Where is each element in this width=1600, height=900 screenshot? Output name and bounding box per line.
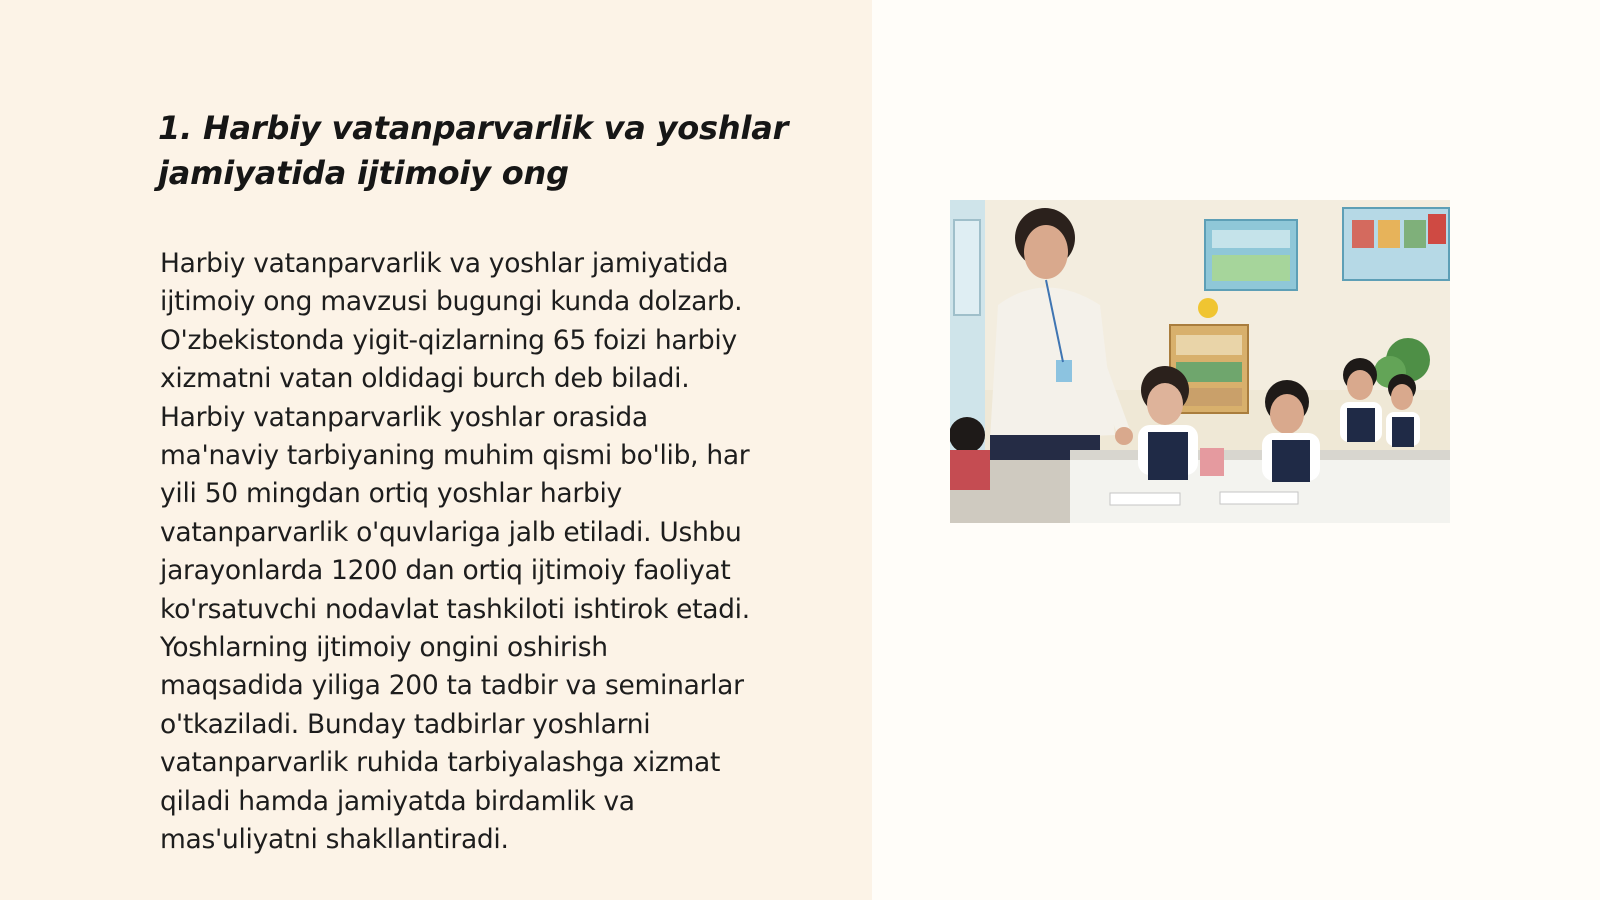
body-line: Yoshlarning ijtimoiy ongini oshirish (160, 632, 608, 664)
body-line: mas'uliyatni shakllantiradi. (160, 824, 509, 856)
classroom-illustration (950, 200, 1450, 523)
body-line: Harbiy vatanparvarlik yoshlar orasida (160, 401, 648, 433)
body-line: vatanparvarlik o'quvlariga jalb etiladi. Ushbu (160, 516, 742, 548)
body-line: ko'rsatuvchi nodavlat tashkiloti ishtirok etadi. (160, 593, 750, 625)
body-line: jarayonlarda 1200 dan ortiq ijtimoiy faoliyat (160, 555, 731, 587)
body-line: Harbiy vatanparvarlik va yoshlar jamiyatida (160, 248, 729, 279)
body-line: O'zbekistonda yigit-qizlarning 65 foizi harbiy (160, 324, 737, 356)
slide-title: 1. Harbiy vatanparvarlik va yoshlar jamiyatida ijtimoiy ong (158, 109, 789, 192)
body-line: o'tkaziladi. Bunday tadbirlar yoshlarni (160, 708, 651, 740)
body-line: qiladi hamda jamiyatda birdamlik va (160, 785, 635, 817)
body-line: ijtimoiy ong mavzusi bugungi kunda dolzarb. (160, 286, 743, 318)
body-line: vatanparvarlik ruhida tarbiyalashga xizmat (160, 747, 721, 779)
body-line: maqsadida yiliga 200 ta tadbir va seminarlar (160, 670, 744, 702)
body-line: xizmatni vatan oldidagi burch deb biladi. (160, 363, 690, 395)
classroom-photo (950, 200, 1450, 523)
body-line: ma'naviy tarbiyaning muhim qismi bo'lib, har (160, 440, 750, 472)
body-line: yili 50 mingdan ortiq yoshlar harbiy (160, 478, 622, 510)
slide-body-text (160, 245, 850, 860)
